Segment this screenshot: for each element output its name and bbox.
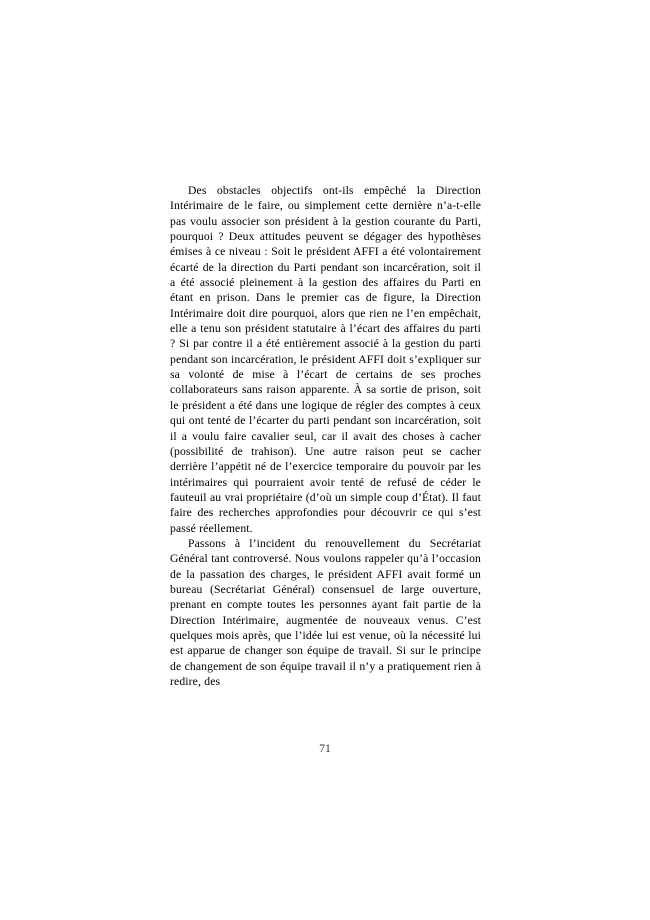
page-text-block — [170, 183, 481, 689]
body-paragraph: Des obstacles objectifs ont-ils empêché la Direction Intérimaire de le faire, ou simplement cette dernière n’a-t-elle pas voulu associer son président à la gestion courante du Parti, pourquoi ? Deux attitudes peuvent se dégager des hypothèses émises à ce niveau : Soit le président AFFI a été volontairement écarté de la direction du Parti pendant son incarcération, soit il a été associé pleinement à la gestion des affaires du Parti en étant en prison. Dans le premier cas de figure, la Direction Intérimaire doit dire pourquoi, alors que rien ne l’en empêchait, elle a tenu son président statutaire à l’écart des affaires du parti ? Si par contre il a été entièrement associé à la gestion du parti pendant son incarcération, le président AFFI doit s’expliquer sur sa volonté de mise à l’écart de certains de ses proches collaborateurs sans raison apparente. À sa sortie de prison, soit le président a été dans une logique de régler des comptes à ceux qui ont tenté de l’écarter du parti pendant son incarcération, soit il a voulu faire cavalier seul, car il avait des choses à cacher (possibilité de trahison). Une autre raison peut se cacher derrière l’appétit né de l’exercice temporaire du pouvoir par les intérimaires qui pourraient avoir tenté de refusé de céder le fauteuil au vrai propriétaire (d’où un simple coup d’État). Il faut faire des recherches approfondies pour découvrir ce qui s’est passé réellement. — [170, 184, 482, 535]
body-paragraph: Passons à l’incident du renouvellement du Secrétariat Général tant controversé. Nous voulons rappeler qu’à l’occasion de la passation des charges, le président AFFI avait formé un bureau (Secrétariat Général) consensuel de large ouverture, prenant en compte toutes les personnes ayant fait partie de la Direction Intérimaire, augmentée de nouveaux venus. C’est quelques mois après, que l’idée lui est venue, où la nécessité lui est apparue de changer son équipe de travail. Si sur le principe de changement de son équipe travail il n’y a pratiquement rien à redire, des — [170, 536, 481, 688]
page-number: 71 — [319, 742, 331, 755]
